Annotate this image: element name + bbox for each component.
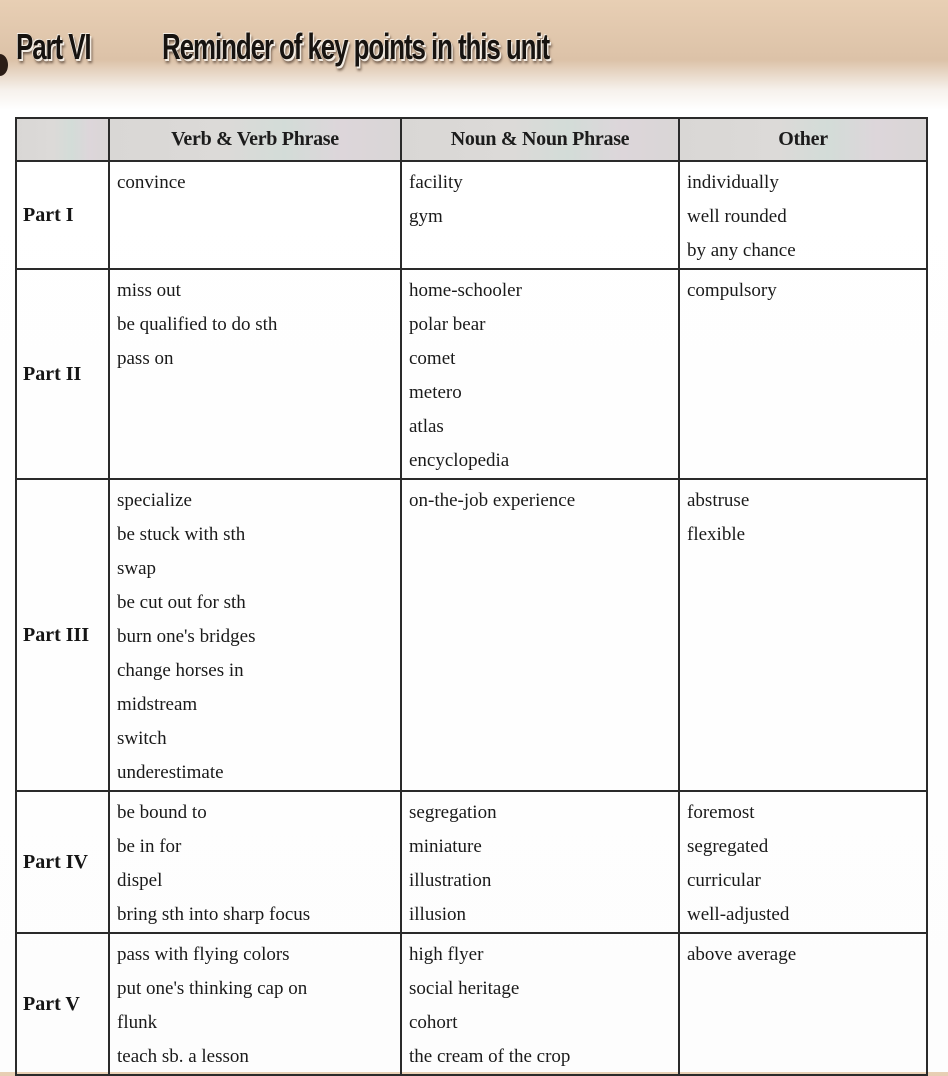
other-item: compulsory (687, 280, 777, 301)
verb-item: miss out (117, 280, 181, 301)
noun-cell (401, 791, 679, 933)
noun-cell (401, 479, 679, 791)
verb-item: convince (117, 172, 186, 193)
other-cell (679, 161, 927, 269)
other-item: well-adjusted (687, 904, 790, 925)
row-part-label: Part I (16, 161, 109, 269)
verb-list (110, 934, 400, 1074)
noun-item: comet (409, 348, 456, 369)
other-list (680, 270, 926, 308)
noun-cell (401, 269, 679, 479)
verb-item: switch (117, 728, 167, 749)
other-item: abstruse (687, 490, 750, 511)
noun-cell (401, 933, 679, 1075)
verb-cell (109, 269, 401, 479)
other-cell (679, 791, 927, 933)
other-cell (679, 269, 927, 479)
noun-list (402, 270, 678, 478)
header-other: Other (679, 118, 927, 161)
noun-list (402, 934, 678, 1074)
noun-item: home-schooler (409, 280, 522, 301)
noun-item: atlas (409, 416, 444, 437)
table-row (16, 161, 927, 269)
noun-cell (401, 161, 679, 269)
verb-item: specialize (117, 490, 192, 511)
noun-item: encyclopedia (409, 450, 510, 471)
noun-item: miniature (409, 836, 482, 857)
other-cell (679, 479, 927, 791)
noun-item: on-the-job experience (409, 490, 576, 511)
noun-item: high flyer (409, 944, 484, 965)
other-item: above average (687, 944, 797, 965)
header-noun: Noun & Noun Phrase (401, 118, 679, 161)
verb-item: pass with flying colors (117, 944, 290, 965)
other-cell (679, 933, 927, 1075)
noun-item: cohort (409, 1012, 458, 1033)
noun-item: gym (409, 206, 443, 227)
verb-cell (109, 791, 401, 933)
header-verb: Verb & Verb Phrase (109, 118, 401, 161)
verb-item: be bound to (117, 802, 207, 823)
noun-list (402, 792, 678, 932)
noun-item: illusion (409, 904, 467, 925)
bullet-icon (0, 54, 8, 76)
table-row (16, 269, 927, 479)
section-banner (0, 18, 700, 80)
header-part (16, 118, 109, 161)
verb-item: flunk (117, 1012, 158, 1033)
verb-item: underestimate (117, 762, 224, 783)
other-item: segregated (687, 836, 769, 857)
other-list (680, 162, 926, 268)
row-part-label: Part II (16, 269, 109, 479)
verb-item: be in for (117, 836, 182, 857)
other-list (680, 934, 926, 972)
section-number: Part VI (16, 26, 91, 67)
verb-list (110, 270, 400, 376)
noun-item: illustration (409, 870, 492, 891)
key-points-table (15, 117, 928, 1076)
noun-item: segregation (409, 802, 497, 823)
verb-list (110, 792, 400, 932)
other-item: well rounded (687, 206, 787, 227)
verb-list (110, 480, 400, 790)
verb-cell (109, 479, 401, 791)
verb-item: put one's thinking cap on (117, 978, 308, 999)
other-list (680, 792, 926, 932)
row-part-label: Part V (16, 933, 109, 1075)
verb-item: change horses in (117, 660, 244, 681)
verb-item: pass on (117, 348, 174, 369)
noun-item: metero (409, 382, 462, 403)
verb-item: be cut out for sth (117, 592, 246, 613)
noun-item: polar bear (409, 314, 486, 335)
verb-item: swap (117, 558, 157, 579)
verb-item: teach sb. a lesson (117, 1046, 249, 1067)
other-item: curricular (687, 870, 761, 891)
verb-cell (109, 161, 401, 269)
noun-list (402, 480, 678, 518)
verb-item: be stuck with sth (117, 524, 246, 545)
verb-list (110, 162, 400, 200)
noun-item: facility (409, 172, 463, 193)
verb-item: dispel (117, 870, 163, 891)
verb-item: burn one's bridges (117, 626, 256, 647)
verb-item: midstream (117, 694, 198, 715)
table-row (16, 933, 927, 1075)
verb-item: bring sth into sharp focus (117, 904, 311, 925)
row-part-label: Part III (16, 479, 109, 791)
header-row (16, 118, 927, 161)
noun-list (402, 162, 678, 234)
other-item: individually (687, 172, 779, 193)
section-title: Reminder of key points in this unit (162, 26, 550, 67)
other-item: foremost (687, 802, 755, 823)
verb-item: be qualified to do sth (117, 314, 278, 335)
other-item: flexible (687, 524, 746, 545)
row-part-label: Part IV (16, 791, 109, 933)
other-item: by any chance (687, 240, 796, 261)
noun-item: social heritage (409, 978, 520, 999)
other-list (680, 480, 926, 552)
table-row (16, 791, 927, 933)
noun-item: the cream of the crop (409, 1046, 571, 1067)
verb-cell (109, 933, 401, 1075)
table-row (16, 479, 927, 791)
